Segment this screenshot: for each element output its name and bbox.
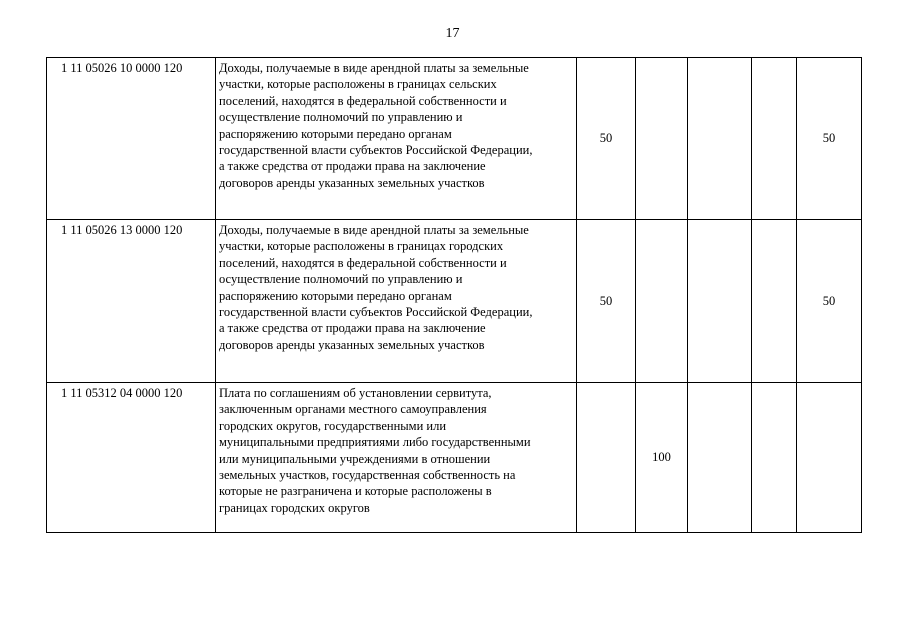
description-line: заключенным органами местного самоуправления [219, 402, 487, 417]
value-cell [752, 383, 797, 533]
value-cell [636, 58, 688, 220]
description-line: осуществление полномочий по управлению и [219, 272, 463, 287]
description-line: которые не разграничена и которые расположены в [219, 484, 492, 499]
description-line: земельных участков, государственная собственность на [219, 468, 516, 483]
page-number: 17 [445, 26, 460, 41]
value-cell [577, 383, 636, 533]
description-line: государственной власти субъектов Российской Федерации, [219, 305, 533, 320]
value-cell [688, 220, 752, 383]
description-line: а также средства от продажи права на заключение [219, 159, 486, 174]
description-cell [216, 58, 577, 220]
description-line: Доходы, получаемые в виде арендной платы за земельные [219, 223, 529, 237]
table-row [47, 58, 862, 220]
value-cell [797, 383, 862, 533]
description-line: распоряжению которыми передано органам [219, 288, 452, 303]
description-line: государственной власти субъектов Российской Федерации, [219, 143, 533, 158]
description-line: или муниципальными учреждениями в отношении [219, 451, 491, 466]
value-cell: 50 [577, 58, 636, 220]
budget-code-cell: 1 11 05026 10 0000 120 [47, 58, 216, 220]
description-line: договоров аренды указанных земельных участков [219, 175, 485, 190]
value-cell: 100 [636, 383, 688, 533]
revenue-table [46, 57, 862, 533]
value-cell [688, 383, 752, 533]
table-row [47, 383, 862, 533]
description-line: Плата по соглашениям об установлении сервитута, [219, 386, 492, 400]
table-row [47, 220, 862, 383]
description-line: распоряжению которыми передано органам [219, 126, 452, 141]
description-line: границах городских округов [219, 500, 370, 515]
description-cell [216, 220, 577, 383]
description-line: участки, которые расположены в границах городских [219, 239, 504, 254]
value-cell: 50 [797, 220, 862, 383]
description-line: участки, которые расположены в границах сельских [219, 77, 497, 92]
description-line: договоров аренды указанных земельных участков [219, 337, 485, 352]
description-line: Доходы, получаемые в виде арендной платы за земельные [219, 61, 529, 75]
value-cell [752, 58, 797, 220]
value-cell [688, 58, 752, 220]
description-line: городских округов, государственными или [219, 418, 447, 433]
description-line: поселений, находятся в федеральной собственности и [219, 255, 507, 270]
budget-code-cell: 1 11 05026 13 0000 120 [47, 220, 216, 383]
value-cell [752, 220, 797, 383]
value-cell: 50 [797, 58, 862, 220]
value-cell [636, 220, 688, 383]
description-line: а также средства от продажи права на заключение [219, 321, 486, 336]
description-line: муниципальными предприятиями либо государственными [219, 435, 531, 450]
description-line: осуществление полномочий по управлению и [219, 110, 463, 125]
description-line: поселений, находятся в федеральной собственности и [219, 93, 507, 108]
description-cell [216, 383, 577, 533]
budget-code-cell: 1 11 05312 04 0000 120 [47, 383, 216, 533]
value-cell: 50 [577, 220, 636, 383]
